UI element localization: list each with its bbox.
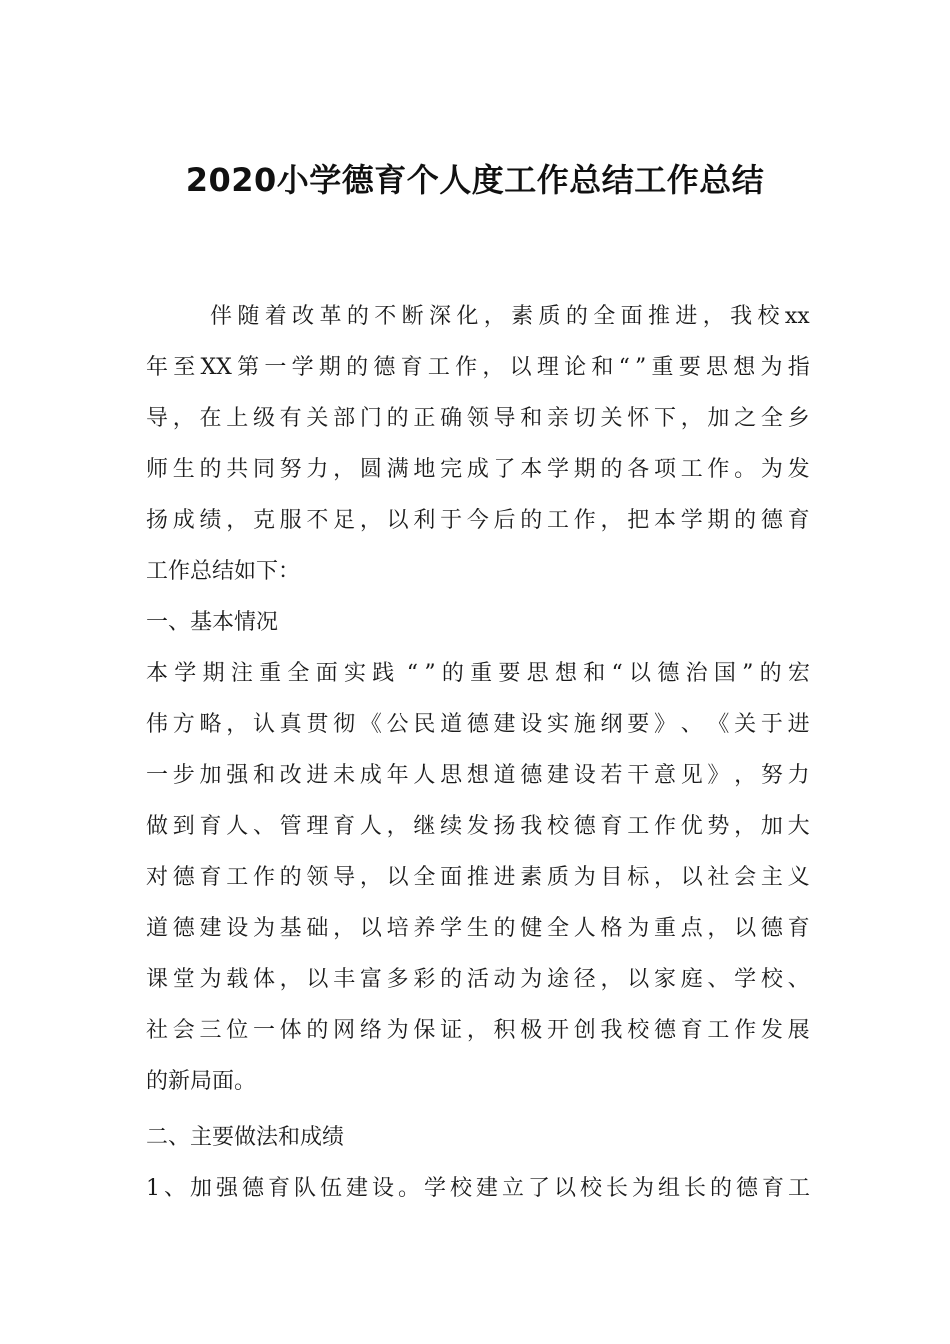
paragraph-line: 一 步 加 强 和 改 进 未 成 年 人 思 想 道 德 建 设 若 干 意 见 》 ， 努 力	[146, 763, 810, 788]
paragraph-line: 的新局面。	[146, 1069, 257, 1094]
paragraph-line: 伟 方 略 ， 认 真 贯 彻 《 公 民 道 德 建 设 实 施 纲 要 》 、 《 关 于 进	[146, 712, 810, 737]
paragraph-line: 本 学 期 注 重 全 面 实 践 “ ” 的 重 要 思 想 和 “ 以 德 治 国 ” 的 宏	[146, 661, 810, 686]
document-body	[146, 291, 810, 1214]
paragraph-line: 一、基本情况	[146, 610, 279, 635]
paragraph-line: 伴 随 着 改 革 的 不 断 深 化 ， 素 质 的 全 面 推 进 ， 我 校 xx	[210, 304, 810, 329]
paragraph-line: 工作总结如下：	[146, 559, 301, 584]
paragraph-line: 年 至 XX 第 一 学 期 的 德 育 工 作 ， 以 理 论 和 “ ” 重 要 思 想 为 指	[146, 355, 810, 380]
paragraph-line: 做 到 育 人 、 管 理 育 人 ， 继 续 发 扬 我 校 德 育 工 作 优 势 ， 加 大	[146, 814, 810, 839]
paragraph-line: 师 生 的 共 同 努 力 ， 圆 满 地 完 成 了 本 学 期 的 各 项 工 作 。 为 发	[146, 457, 810, 482]
paragraph-line: 导 ， 在 上 级 有 关 部 门 的 正 确 领 导 和 亲 切 关 怀 下 ， 加 之 全 乡	[146, 406, 810, 431]
paragraph-line: 二、主要做法和成绩	[146, 1125, 345, 1150]
paragraph-line: 1 、 加 强 德 育 队 伍 建 设 。 学 校 建 立 了 以 校 长 为 组 长 的 德 育 工	[146, 1176, 810, 1201]
paragraph-line: 扬 成 绩 ， 克 服 不 足 ， 以 利 于 今 后 的 工 作 ， 把 本 学 期 的 德 育	[146, 508, 810, 533]
paragraph-line: 道 德 建 设 为 基 础 ， 以 培 养 学 生 的 健 全 人 格 为 重 点 ， 以 德 育	[146, 916, 810, 941]
paragraph-line: 课 堂 为 载 体 ， 以 丰 富 多 彩 的 活 动 为 途 径 ， 以 家 庭 、 学 校 、	[146, 967, 810, 992]
document-title: 2020小学德育个人度工作总结工作总结	[185, 161, 765, 199]
paragraph-line: 社 会 三 位 一 体 的 网 络 为 保 证 ， 积 极 开 创 我 校 德 育 工 作 发 展	[146, 1018, 810, 1043]
paragraph-line: 对 德 育 工 作 的 领 导 ， 以 全 面 推 进 素 质 为 目 标 ， 以 社 会 主 义	[146, 865, 810, 890]
